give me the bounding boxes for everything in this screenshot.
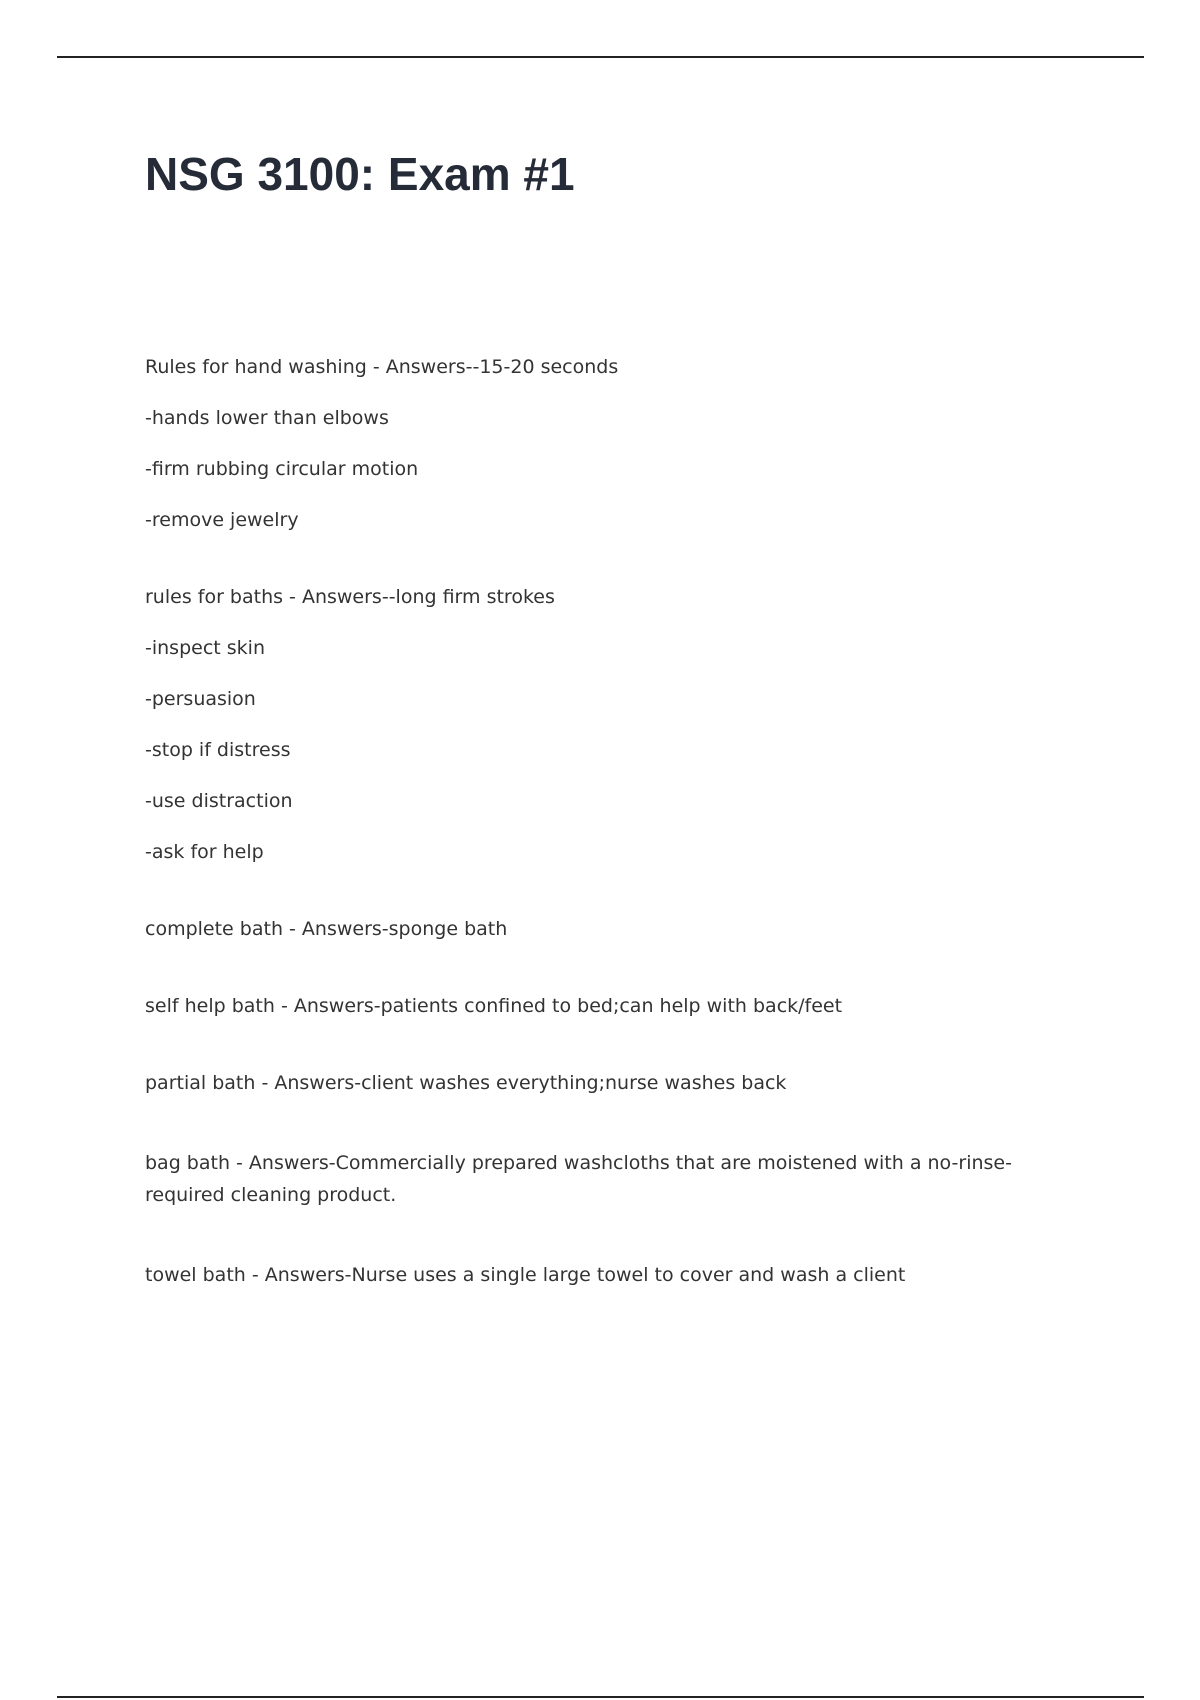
page-title: NSG 3100: Exam #1 bbox=[145, 148, 575, 200]
entry-line: -ask for help bbox=[145, 841, 264, 863]
entry-towel-bath bbox=[145, 1262, 1065, 1288]
document-body bbox=[145, 354, 1065, 1339]
entry-line: -inspect skin bbox=[145, 637, 265, 659]
entry-line: -persuasion bbox=[145, 688, 256, 710]
entry-line: -remove jewelry bbox=[145, 509, 299, 531]
entry-partial-bath bbox=[145, 1070, 1065, 1096]
entry-line: -use distraction bbox=[145, 790, 293, 812]
bottom-divider bbox=[57, 1696, 1144, 1698]
entry-line: -firm rubbing circular motion bbox=[145, 458, 419, 480]
entry-line: -hands lower than elbows bbox=[145, 407, 389, 429]
entry-self-help-bath bbox=[145, 993, 1065, 1019]
top-divider bbox=[57, 56, 1144, 58]
entry-line: Rules for hand washing - Answers--15-20 seconds bbox=[145, 356, 619, 378]
entry-bag-bath bbox=[145, 1147, 1065, 1211]
entry-hand-washing bbox=[145, 354, 1065, 533]
entry-line: partial bath - Answers-client washes everything;nurse washes back bbox=[145, 1072, 787, 1094]
entry-baths bbox=[145, 584, 1065, 865]
entry-line: rules for baths - Answers--long firm strokes bbox=[145, 586, 555, 608]
entry-line: complete bath - Answers-sponge bath bbox=[145, 918, 508, 940]
entry-line: towel bath - Answers-Nurse uses a single large towel to cover and wash a client bbox=[145, 1264, 906, 1286]
entry-complete-bath bbox=[145, 916, 1065, 942]
entry-line: -stop if distress bbox=[145, 739, 291, 761]
entry-line: self help bath - Answers-patients confined to bed;can help with back/feet bbox=[145, 995, 843, 1017]
entry-paragraph: bag bath - Answers-Commercially prepared washcloths that are moistened with a no-rinse-required cleaning product. bbox=[145, 1152, 1012, 1206]
